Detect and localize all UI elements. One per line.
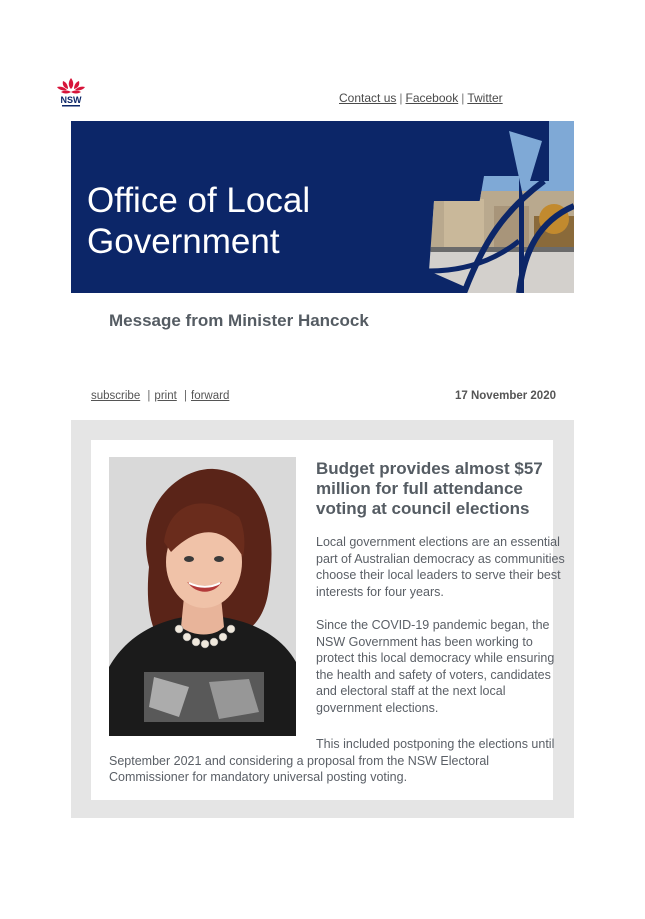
logo-wordmark: NSW: [60, 95, 82, 105]
print-link[interactable]: print: [154, 390, 177, 402]
subscribe-link[interactable]: subscribe: [91, 390, 141, 402]
toolbar-separator: |: [147, 390, 151, 402]
banner-title: Office of Local Government: [87, 181, 311, 261]
nsw-government-logo: [54, 76, 88, 110]
portrait-image: [109, 457, 296, 736]
email-toolbar: [91, 390, 229, 402]
article-title: Budget provides almost $57 million for full attendance voting at council elections: [316, 459, 543, 518]
article-paragraph: Local government elections are an essential part of Australian democracy as communities choose their local leaders to serve their best interests for four years.: [316, 535, 565, 599]
toolbar-separator: |: [184, 390, 187, 402]
forward-link[interactable]: forward: [191, 390, 230, 402]
article-paragraph: This included postponing the elections until September 2021 and considering a proposal from the NSW Electoral Commissioner for mandatory universal posting voting.: [109, 737, 555, 784]
message-heading: Message from Minister Hancock: [109, 311, 369, 330]
link-separator: |: [461, 91, 465, 105]
contact-us-link[interactable]: Contact us: [339, 91, 397, 105]
article-container: [71, 420, 574, 818]
banner-streetscape-image: [424, 121, 574, 293]
issue-date: 17 November 2020: [454, 390, 556, 402]
article-card: [91, 440, 565, 800]
twitter-link[interactable]: Twitter: [467, 91, 503, 105]
facebook-link[interactable]: Facebook: [405, 91, 459, 105]
minister-photo: [109, 457, 296, 736]
article-paragraph-wrap: [109, 736, 569, 786]
waratah-icon: [54, 76, 88, 110]
header-links: [339, 91, 503, 105]
header-banner: [71, 121, 574, 293]
article-paragraph: Since the COVID-19 pandemic began, the NSW Government has been working to protect this local democracy while ensuring the health and safety of voters, candidates and electoral staff at the next local government elections.: [316, 618, 555, 715]
link-separator: |: [399, 91, 403, 105]
